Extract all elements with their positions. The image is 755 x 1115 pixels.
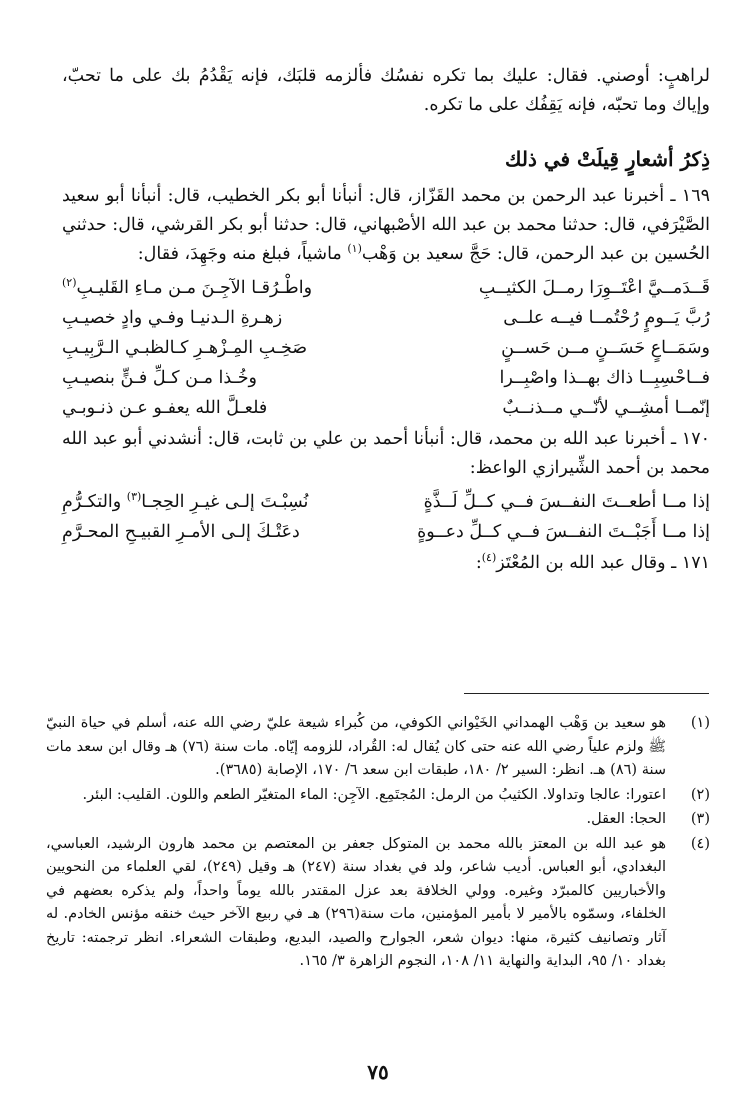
poem-line (62, 517, 710, 547)
hemistich-left: وخُـذا مـن كـلِّ فـنٍّ بنصيـبِ (62, 368, 257, 388)
footnote-text: اعتورا: عالجا وتداولا. الكثيبُ من الرمل: المُجتَمِع. الآجِن: الماء المتغيّر الطعم واللون. القليب: البئر. (82, 786, 666, 803)
hemistich-right: رُبَّ يَــومٍ رُحْتُمــا فيــه علــى (503, 308, 710, 328)
poem-line (62, 393, 710, 423)
hemistich-left: زهـرةِ الـدنيـا وفـي وادٍ خصيـبِ (62, 308, 283, 328)
entry-170: ١٧٠ ـ أخبرنا عبد الله بن محمد، قال: أنبأنا أحمد بن علي بن ثابت، قال: أنشدني أبو عبد الله محمد بن أحمد الشِّيرازي الواعظ: (62, 429, 710, 478)
footnote-text: هو سعيد بن وَهْب الهمداني الخَيْواني الكوفي، من كُبراء شيعة عليّ رضي الله عنه، أسلم في حياة النبيّ ﷺ ولزم علياً رضي الله عنه حتى كان يُقال له: القُراد، للزومه إيّاه. مات سنة (٧٦) هـ وقال ابن سعد مات سنة (٨٦) هـ. انظر: السير ٢/ ١٨٠، طبقات ابن سعد ٦/ ١٧٠، الإصابة (٣٦٨٥). (46, 715, 666, 778)
hemistich-left-text: نُسِبْـتَ إلـى غيـرِ الحِجـا (141, 492, 309, 512)
section-heading: ذِكرُ أشعارٍ قِيلَتْ في ذلك (505, 147, 710, 171)
entry-169-text-end: ماشياً، فبلغ منه وجَهِدَ، فقال: (137, 244, 348, 264)
hemistich-right: قَــدَمــيَّ اعْتَــوِرَا رمــلَ الكثيــبِ (478, 278, 710, 298)
footnote-number: (٣) (690, 811, 710, 827)
footnote (46, 808, 710, 832)
hemistich-left: دعَتْـكَ إلـى الأمـرِ القبيـحِ المحـرَّمِ (62, 522, 300, 542)
entry-169 (62, 182, 710, 269)
footnote-text: هو عبد الله بن المعتز بالله محمد بن المتوكل جعفر بن المعتصم بن محمد هارون الرشيد، العباسي، البغدادي، أبو العباس. أديب شاعر، ولد في بغداد سنة (٢٤٧) هـ وقيل (٢٤٩)، لقي العلماء من النحويين والأخباريين كالمبرّد وغيره. وولي الخلافة بعد عزل المقتدر بالله يوماً واحداً، ولم يذكره بعضهم في الخلفاء، وسمّوه بالأمير لا بأمير المؤمنين، مات سنة(٢٩٦) هـ في ربيع الآخر حيث خنقه مؤنس الخادم. له آثار وتصانيف كثيرة، منها: ديوان شعر، الجوارح والصيد، البديع، وطبقات الشعراء. انظر ترجمته: تاريخ بغداد ١٠/ ٩٥، البداية والنهاية ١١/ ١٠٨، النجوم الزاهرة ٣/ ١٦٥. (46, 835, 666, 969)
footnote-separator (464, 693, 709, 694)
footnote-ref-2[interactable]: (٢) (62, 276, 77, 290)
footnote-number: (٢) (690, 786, 710, 803)
page-number: ٧٥ (367, 1060, 389, 1084)
entry-169-text: ١٦٩ ـ أخبرنا عبد الرحمن بن محمد القَزّاز، قال: أنبأنا أبو بكر الخطيب، قال: أنبأنا أبو سعيد الصَّيْرَفي، قال: حدثنا محمد بن عبد الله الأصْبهاني، قال: حدثنا أبو بكر القرشي، قال: حدثني الحُسين بن عبد الرحمن، قال: حَجَّ سعيد بن وَهْب (62, 186, 710, 264)
poem-line (62, 273, 710, 303)
hemistich-left: صَخِـبِ المِـزْهـرِ كـالظبـي الـرَّبِيـبِ (62, 338, 308, 358)
footnote-number: (١) (690, 715, 710, 731)
footnote (46, 833, 710, 974)
hemistich-left: فلعـلَّ الله يعفـو عـن ذنـوبـي (62, 398, 268, 418)
poem-170 (62, 487, 710, 547)
footnote-ref-3[interactable]: (٣) (126, 490, 142, 504)
hemistich-left-text: واطْـرُقـا الآجِـنَ مـن مـاءِ القَليـبِ (76, 278, 313, 298)
entry-171 (62, 549, 710, 578)
hemistich-right: إنّمــا أمشِــي لأنّــي مــذنــبٌ (502, 398, 710, 418)
hemistich-right: فــاحْسِبِــا ذاك بهــذا واصْبِــرا (499, 368, 710, 388)
hemistich-right: وسَمَــاعٍ حَسَــنٍ مــن حَســنٍ (501, 338, 710, 358)
footnote-ref-4[interactable]: (٤) (481, 551, 497, 565)
hemistich-right: إذا مــا أطعــتَ النفــسَ فــي كــلِّ لَــذَّةٍ (423, 492, 710, 512)
poem-line (62, 303, 710, 333)
poem-169 (62, 273, 710, 423)
poem-line (62, 333, 710, 363)
footnote-text: الحجا: العقل. (586, 811, 666, 827)
poem-line (62, 487, 710, 517)
hemistich-right: إذا مــا أَجَبْــتَ النفــسَ فــي كــلِّ دعــوةٍ (417, 522, 710, 542)
poem-line (62, 363, 710, 393)
entry-171-text: ١٧١ ـ وقال عبد الله بن المُعْتَز (496, 553, 710, 573)
footnotes (46, 712, 710, 975)
footnote (46, 784, 710, 808)
hemistich-left (62, 273, 312, 303)
entry-171-end: : (475, 553, 482, 573)
page-body (62, 62, 710, 578)
footnote-number: (٤) (690, 835, 710, 852)
top-paragraph: لراهبٍ: أوصني. فقال: عليك بما تكره نفسُك فألزمه قلبَك، فإنه يَقْدُمُ بك على ما تحبّ، وإياك وما تحبّه، فإنه يَقِفُك على ما تكره. (62, 66, 710, 115)
hemistich-left (62, 487, 308, 517)
footnote-ref-1[interactable]: (١) (347, 242, 362, 256)
footnote (46, 712, 710, 783)
hemistich-left-end: والتكـرُّمِ (62, 492, 127, 512)
